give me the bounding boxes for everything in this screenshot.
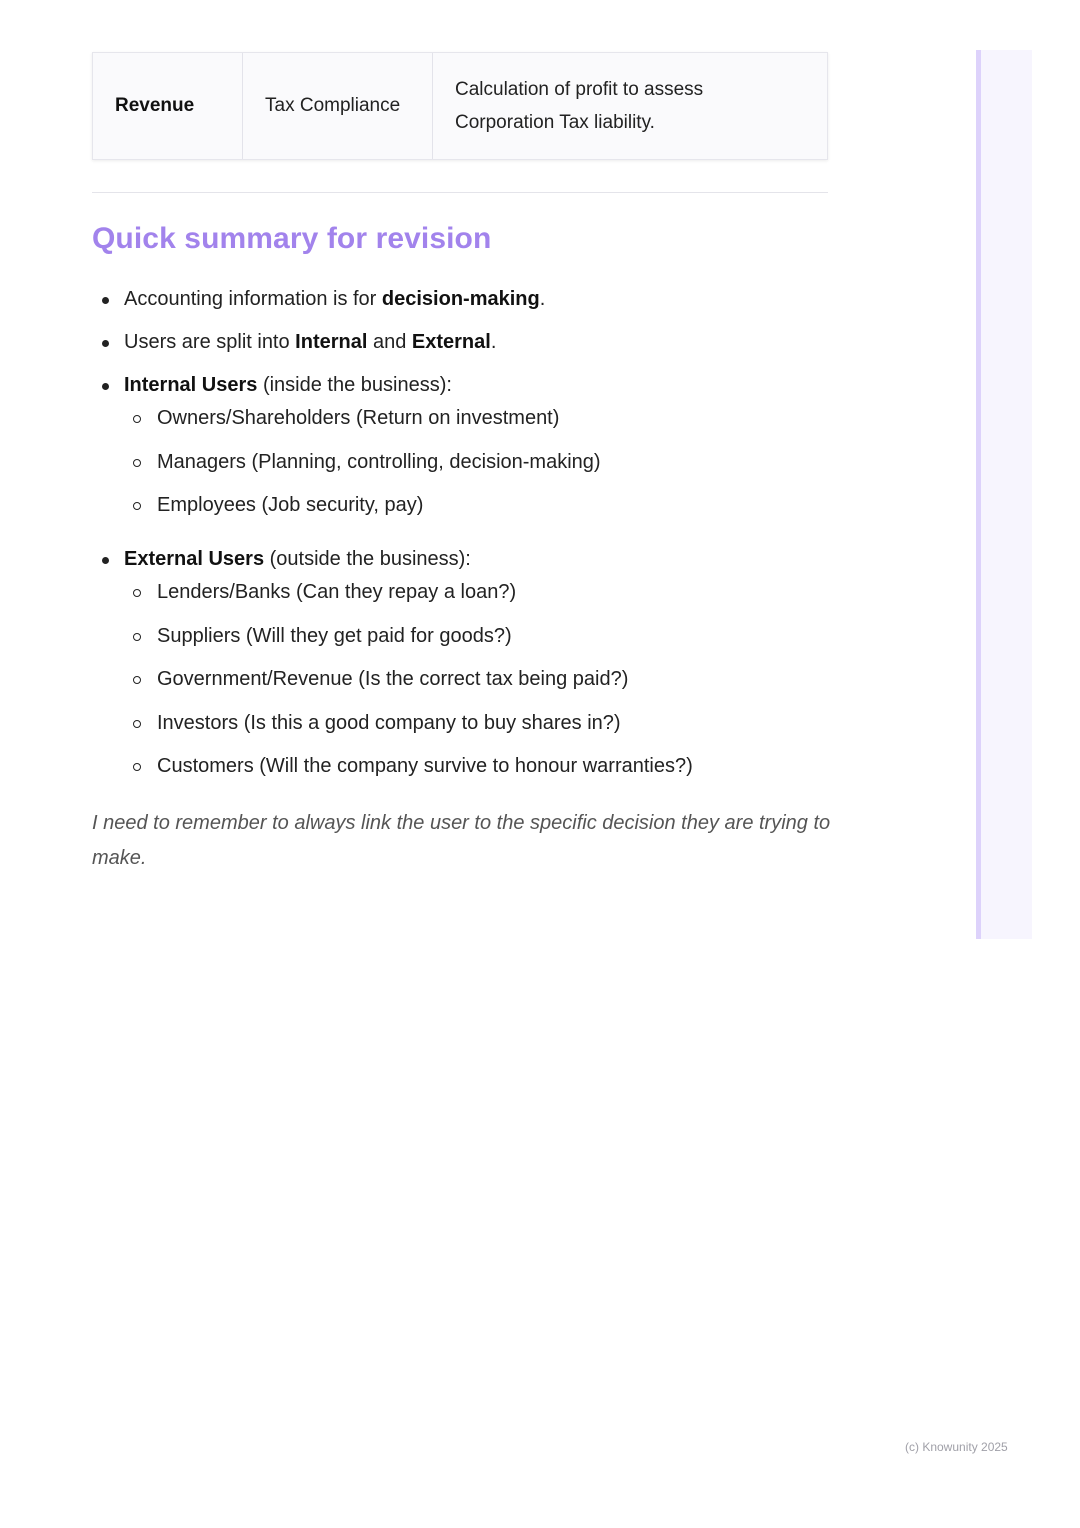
summary-heading: Quick summary for revision	[92, 222, 492, 255]
bold-text: External Users	[124, 548, 265, 570]
list-item: Owners/Shareholders (Return on investment)	[157, 407, 560, 429]
side-accent-bar	[976, 50, 981, 939]
bold-text: decision-making	[381, 288, 540, 310]
side-panel	[976, 50, 1032, 939]
sub-bullet-circle	[133, 502, 141, 510]
summary-item-external	[124, 548, 471, 571]
text: Accounting information is for	[124, 288, 382, 310]
table-cell-need: Tax Compliance	[243, 53, 433, 159]
sub-bullet-circle	[133, 763, 141, 771]
sub-bullet-circle	[133, 459, 141, 467]
bold-text: Internal Users	[124, 374, 258, 396]
list-item: Lenders/Banks (Can they repay a loan?)	[157, 581, 517, 603]
text: and	[367, 331, 412, 353]
text: (inside the business):	[257, 374, 452, 396]
bold-text: Internal	[295, 331, 368, 353]
revision-note: I need to remember to always link the user to the specific decision they are trying to make.	[92, 812, 831, 869]
reason-line-2: Corporation Tax liability.	[455, 112, 655, 133]
sub-bullet-circle	[133, 720, 141, 728]
list-item: Investors (Is this a good company to buy shares in?)	[157, 712, 621, 734]
sub-bullet-circle	[133, 589, 141, 597]
sub-bullet-circle	[133, 676, 141, 684]
sub-bullet-circle	[133, 415, 141, 423]
list-item: Government/Revenue (Is the correct tax being paid?)	[157, 668, 629, 690]
section-divider	[92, 192, 828, 193]
bullet-dot	[102, 297, 109, 304]
tax-table	[92, 52, 828, 160]
list-item: Suppliers (Will they get paid for goods?)	[157, 625, 512, 647]
list-item: Employees (Job security, pay)	[157, 494, 424, 516]
tax-table-grid	[93, 53, 827, 159]
summary-item-internal	[124, 374, 452, 397]
bullet-dot	[102, 557, 109, 564]
reason-line-1: Calculation of profit to assess	[455, 79, 704, 100]
text: .	[490, 331, 497, 353]
text: .	[539, 288, 546, 310]
text: (outside the business):	[264, 548, 471, 570]
bullet-dot	[102, 340, 109, 347]
list-item: Managers (Planning, controlling, decision-making)	[157, 451, 601, 473]
table-cell-user: Revenue	[93, 53, 243, 159]
sub-bullet-circle	[133, 633, 141, 641]
table-row	[93, 53, 827, 159]
list-item: Customers (Will the company survive to honour warranties?)	[157, 755, 693, 777]
summary-item-split	[124, 331, 496, 354]
bullet-dot	[102, 383, 109, 390]
table-cell-reason	[433, 53, 828, 159]
copyright-footer: (c) Knowunity 2025	[905, 1440, 1008, 1454]
text: Users are split into	[124, 331, 296, 353]
summary-item-purpose	[124, 288, 545, 311]
bold-text: External	[411, 331, 491, 353]
